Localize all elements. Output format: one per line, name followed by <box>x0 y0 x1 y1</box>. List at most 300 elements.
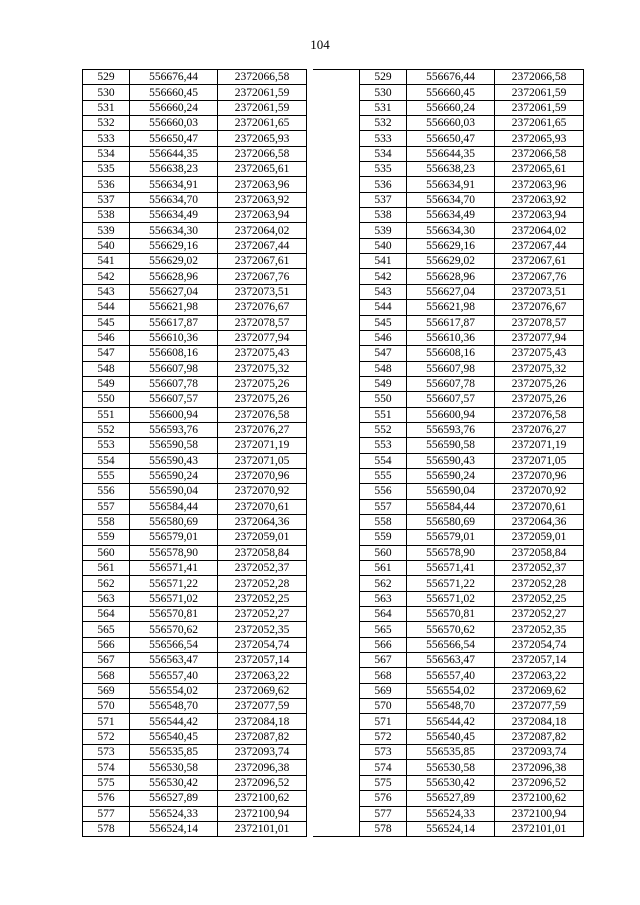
x-coordinate-cell: 556660,03 <box>407 116 495 131</box>
y-coordinate-cell: 2372063,22 <box>495 668 584 683</box>
table-row <box>360 438 584 453</box>
table-row <box>83 162 307 177</box>
point-number-cell: 560 <box>360 545 407 560</box>
y-coordinate-cell: 2372066,58 <box>495 70 584 85</box>
x-coordinate-cell: 556544,42 <box>130 714 218 729</box>
point-number-cell: 552 <box>360 422 407 437</box>
point-number-cell: 549 <box>83 376 130 391</box>
point-number-cell: 543 <box>360 284 407 299</box>
table-row <box>360 561 584 576</box>
point-number-cell: 569 <box>83 683 130 698</box>
table-row <box>83 699 307 714</box>
point-number-cell: 556 <box>360 484 407 499</box>
point-number-cell: 546 <box>360 330 407 345</box>
point-number-cell: 548 <box>83 361 130 376</box>
point-number-cell: 551 <box>360 407 407 422</box>
table-row <box>360 422 584 437</box>
y-coordinate-cell: 2372069,62 <box>218 683 307 698</box>
point-number-cell: 576 <box>83 791 130 806</box>
point-number-cell: 573 <box>83 745 130 760</box>
table-row <box>360 484 584 499</box>
coordinates-table-right <box>359 69 584 837</box>
x-coordinate-cell: 556584,44 <box>407 499 495 514</box>
point-number-cell: 536 <box>83 177 130 192</box>
y-coordinate-cell: 2372061,65 <box>218 116 307 131</box>
point-number-cell: 553 <box>360 438 407 453</box>
table-row <box>360 530 584 545</box>
x-coordinate-cell: 556535,85 <box>407 745 495 760</box>
y-coordinate-cell: 2372087,82 <box>218 729 307 744</box>
point-number-cell: 560 <box>83 545 130 560</box>
y-coordinate-cell: 2372066,58 <box>495 146 584 161</box>
x-coordinate-cell: 556617,87 <box>407 315 495 330</box>
y-coordinate-cell: 2372052,27 <box>218 607 307 622</box>
table-row <box>83 315 307 330</box>
x-coordinate-cell: 556571,02 <box>130 591 218 606</box>
y-coordinate-cell: 2372065,93 <box>218 131 307 146</box>
x-coordinate-cell: 556634,70 <box>130 192 218 207</box>
y-coordinate-cell: 2372066,58 <box>218 70 307 85</box>
point-number-cell: 570 <box>360 699 407 714</box>
table-row <box>360 729 584 744</box>
y-coordinate-cell: 2372100,94 <box>495 806 584 821</box>
point-number-cell: 565 <box>360 622 407 637</box>
table-row <box>83 607 307 622</box>
x-coordinate-cell: 556607,57 <box>130 392 218 407</box>
y-coordinate-cell: 2372073,51 <box>495 284 584 299</box>
table-row <box>83 269 307 284</box>
table-row <box>360 775 584 790</box>
y-coordinate-cell: 2372063,96 <box>495 177 584 192</box>
x-coordinate-cell: 556617,87 <box>130 315 218 330</box>
table-row <box>83 545 307 560</box>
table-row <box>83 177 307 192</box>
point-number-cell: 563 <box>83 591 130 606</box>
y-coordinate-cell: 2372061,65 <box>495 116 584 131</box>
x-coordinate-cell: 556621,98 <box>407 300 495 315</box>
point-number-cell: 531 <box>360 100 407 115</box>
y-coordinate-cell: 2372075,26 <box>218 392 307 407</box>
y-coordinate-cell: 2372075,43 <box>218 346 307 361</box>
point-number-cell: 537 <box>360 192 407 207</box>
point-number-cell: 530 <box>83 85 130 100</box>
y-coordinate-cell: 2372075,43 <box>495 346 584 361</box>
table-row <box>360 254 584 269</box>
x-coordinate-cell: 556607,78 <box>130 376 218 391</box>
point-number-cell: 532 <box>83 116 130 131</box>
x-coordinate-cell: 556660,03 <box>130 116 218 131</box>
y-coordinate-cell: 2372071,05 <box>495 453 584 468</box>
table-row <box>360 177 584 192</box>
point-number-cell: 559 <box>360 530 407 545</box>
point-number-cell: 539 <box>83 223 130 238</box>
table-row <box>83 300 307 315</box>
x-coordinate-cell: 556600,94 <box>407 407 495 422</box>
y-coordinate-cell: 2372054,74 <box>495 637 584 652</box>
x-coordinate-cell: 556530,58 <box>407 760 495 775</box>
table-row <box>360 392 584 407</box>
x-coordinate-cell: 556535,85 <box>130 745 218 760</box>
x-coordinate-cell: 556557,40 <box>407 668 495 683</box>
table-row <box>83 116 307 131</box>
point-number-cell: 556 <box>83 484 130 499</box>
point-number-cell: 558 <box>360 514 407 529</box>
x-coordinate-cell: 556524,14 <box>130 821 218 836</box>
y-coordinate-cell: 2372052,25 <box>218 591 307 606</box>
x-coordinate-cell: 556570,62 <box>130 622 218 637</box>
y-coordinate-cell: 2372077,59 <box>218 699 307 714</box>
x-coordinate-cell: 556628,96 <box>407 269 495 284</box>
point-number-cell: 551 <box>83 407 130 422</box>
table-row <box>360 208 584 223</box>
y-coordinate-cell: 2372070,61 <box>495 499 584 514</box>
x-coordinate-cell: 556570,81 <box>130 607 218 622</box>
y-coordinate-cell: 2372096,38 <box>218 760 307 775</box>
x-coordinate-cell: 556540,45 <box>130 729 218 744</box>
x-coordinate-cell: 556590,04 <box>407 484 495 499</box>
y-coordinate-cell: 2372057,14 <box>495 653 584 668</box>
point-number-cell: 575 <box>83 775 130 790</box>
x-coordinate-cell: 556634,49 <box>130 208 218 223</box>
table-row <box>83 468 307 483</box>
x-coordinate-cell: 556610,36 <box>130 330 218 345</box>
x-coordinate-cell: 556584,44 <box>130 499 218 514</box>
x-coordinate-cell: 556593,76 <box>130 422 218 437</box>
y-coordinate-cell: 2372063,92 <box>218 192 307 207</box>
table-row <box>83 637 307 652</box>
table-row <box>360 192 584 207</box>
x-coordinate-cell: 556579,01 <box>130 530 218 545</box>
table-row <box>360 146 584 161</box>
x-coordinate-cell: 556608,16 <box>130 346 218 361</box>
y-coordinate-cell: 2372064,02 <box>218 223 307 238</box>
y-coordinate-cell: 2372052,27 <box>495 607 584 622</box>
y-coordinate-cell: 2372070,92 <box>218 484 307 499</box>
table-row <box>83 254 307 269</box>
table-row <box>360 346 584 361</box>
x-coordinate-cell: 556607,98 <box>407 361 495 376</box>
point-number-cell: 578 <box>360 821 407 836</box>
point-number-cell: 570 <box>83 699 130 714</box>
y-coordinate-cell: 2372058,84 <box>218 545 307 560</box>
point-number-cell: 578 <box>83 821 130 836</box>
x-coordinate-cell: 556644,35 <box>130 146 218 161</box>
table-row <box>360 70 584 85</box>
x-coordinate-cell: 556660,24 <box>407 100 495 115</box>
x-coordinate-cell: 556660,24 <box>130 100 218 115</box>
y-coordinate-cell: 2372096,52 <box>218 775 307 790</box>
y-coordinate-cell: 2372100,62 <box>218 791 307 806</box>
table-row <box>83 192 307 207</box>
table-row <box>83 346 307 361</box>
y-coordinate-cell: 2372075,32 <box>495 361 584 376</box>
point-number-cell: 550 <box>83 392 130 407</box>
x-coordinate-cell: 556607,98 <box>130 361 218 376</box>
table-row <box>83 561 307 576</box>
x-coordinate-cell: 556607,78 <box>407 376 495 391</box>
point-number-cell: 562 <box>360 576 407 591</box>
y-coordinate-cell: 2372063,92 <box>495 192 584 207</box>
point-number-cell: 577 <box>360 806 407 821</box>
x-coordinate-cell: 556660,45 <box>407 85 495 100</box>
x-coordinate-cell: 556607,57 <box>407 392 495 407</box>
table-row <box>360 514 584 529</box>
table-row <box>83 714 307 729</box>
point-number-cell: 536 <box>360 177 407 192</box>
x-coordinate-cell: 556580,69 <box>407 514 495 529</box>
y-coordinate-cell: 2372065,61 <box>218 162 307 177</box>
y-coordinate-cell: 2372071,19 <box>218 438 307 453</box>
table-row <box>360 284 584 299</box>
table-row <box>360 622 584 637</box>
point-number-cell: 561 <box>360 561 407 576</box>
point-number-cell: 562 <box>83 576 130 591</box>
x-coordinate-cell: 556524,33 <box>407 806 495 821</box>
point-number-cell: 555 <box>83 468 130 483</box>
y-coordinate-cell: 2372084,18 <box>218 714 307 729</box>
x-coordinate-cell: 556638,23 <box>130 162 218 177</box>
table-row <box>360 223 584 238</box>
table-row <box>83 499 307 514</box>
y-coordinate-cell: 2372067,61 <box>495 254 584 269</box>
point-number-cell: 564 <box>360 607 407 622</box>
table-row <box>83 70 307 85</box>
point-number-cell: 548 <box>360 361 407 376</box>
point-number-cell: 542 <box>83 269 130 284</box>
table-row <box>83 85 307 100</box>
x-coordinate-cell: 556629,02 <box>407 254 495 269</box>
table-row <box>83 653 307 668</box>
x-coordinate-cell: 556527,89 <box>407 791 495 806</box>
table-row <box>360 269 584 284</box>
x-coordinate-cell: 556563,47 <box>130 653 218 668</box>
point-number-cell: 563 <box>360 591 407 606</box>
table-row <box>83 238 307 253</box>
table-row <box>83 806 307 821</box>
y-coordinate-cell: 2372067,76 <box>218 269 307 284</box>
x-coordinate-cell: 556590,43 <box>130 453 218 468</box>
table-row <box>360 653 584 668</box>
x-coordinate-cell: 556578,90 <box>407 545 495 560</box>
x-coordinate-cell: 556557,40 <box>130 668 218 683</box>
x-coordinate-cell: 556530,42 <box>407 775 495 790</box>
table-row <box>83 438 307 453</box>
y-coordinate-cell: 2372075,26 <box>495 376 584 391</box>
point-number-cell: 537 <box>83 192 130 207</box>
point-number-cell: 540 <box>360 238 407 253</box>
y-coordinate-cell: 2372078,57 <box>495 315 584 330</box>
table-row <box>83 484 307 499</box>
x-coordinate-cell: 556571,41 <box>130 561 218 576</box>
point-number-cell: 542 <box>360 269 407 284</box>
table-row <box>360 791 584 806</box>
table-row <box>83 422 307 437</box>
x-coordinate-cell: 556566,54 <box>407 637 495 652</box>
table-row <box>360 100 584 115</box>
y-coordinate-cell: 2372057,14 <box>218 653 307 668</box>
y-coordinate-cell: 2372096,52 <box>495 775 584 790</box>
x-coordinate-cell: 556571,02 <box>407 591 495 606</box>
table-row <box>360 407 584 422</box>
y-coordinate-cell: 2372063,22 <box>218 668 307 683</box>
table-row <box>83 330 307 345</box>
table-row <box>360 714 584 729</box>
y-coordinate-cell: 2372077,59 <box>495 699 584 714</box>
point-number-cell: 575 <box>360 775 407 790</box>
x-coordinate-cell: 556610,36 <box>407 330 495 345</box>
table-row <box>360 637 584 652</box>
y-coordinate-cell: 2372064,02 <box>495 223 584 238</box>
point-number-cell: 573 <box>360 745 407 760</box>
table-row <box>83 146 307 161</box>
x-coordinate-cell: 556571,22 <box>130 576 218 591</box>
table-row <box>83 683 307 698</box>
x-coordinate-cell: 556590,24 <box>130 468 218 483</box>
point-number-cell: 552 <box>83 422 130 437</box>
x-coordinate-cell: 556676,44 <box>130 70 218 85</box>
point-number-cell: 576 <box>360 791 407 806</box>
table-row <box>360 668 584 683</box>
point-number-cell: 557 <box>360 499 407 514</box>
x-coordinate-cell: 556627,04 <box>407 284 495 299</box>
table-row <box>360 116 584 131</box>
point-number-cell: 566 <box>83 637 130 652</box>
x-coordinate-cell: 556571,41 <box>407 561 495 576</box>
y-coordinate-cell: 2372076,58 <box>495 407 584 422</box>
table-row <box>360 699 584 714</box>
point-number-cell: 569 <box>360 683 407 698</box>
x-coordinate-cell: 556530,58 <box>130 760 218 775</box>
y-coordinate-cell: 2372052,37 <box>218 561 307 576</box>
x-coordinate-cell: 556540,45 <box>407 729 495 744</box>
coordinates-table-left <box>82 69 307 837</box>
table-row <box>360 300 584 315</box>
y-coordinate-cell: 2372070,96 <box>218 468 307 483</box>
point-number-cell: 533 <box>360 131 407 146</box>
y-coordinate-cell: 2372087,82 <box>495 729 584 744</box>
y-coordinate-cell: 2372076,67 <box>495 300 584 315</box>
table-row <box>83 668 307 683</box>
y-coordinate-cell: 2372066,58 <box>218 146 307 161</box>
y-coordinate-cell: 2372071,05 <box>218 453 307 468</box>
x-coordinate-cell: 556580,69 <box>130 514 218 529</box>
x-coordinate-cell: 556634,70 <box>407 192 495 207</box>
x-coordinate-cell: 556621,98 <box>130 300 218 315</box>
x-coordinate-cell: 556593,76 <box>407 422 495 437</box>
point-number-cell: 533 <box>83 131 130 146</box>
table-spacer <box>313 69 359 837</box>
table-row <box>83 530 307 545</box>
x-coordinate-cell: 556524,33 <box>130 806 218 821</box>
table-row <box>83 514 307 529</box>
table-row <box>360 361 584 376</box>
x-coordinate-cell: 556554,02 <box>407 683 495 698</box>
x-coordinate-cell: 556634,91 <box>130 177 218 192</box>
y-coordinate-cell: 2372052,37 <box>495 561 584 576</box>
point-number-cell: 535 <box>83 162 130 177</box>
x-coordinate-cell: 556629,16 <box>130 238 218 253</box>
y-coordinate-cell: 2372067,61 <box>218 254 307 269</box>
y-coordinate-cell: 2372061,59 <box>218 100 307 115</box>
point-number-cell: 544 <box>83 300 130 315</box>
y-coordinate-cell: 2372061,59 <box>218 85 307 100</box>
table-row <box>360 131 584 146</box>
y-coordinate-cell: 2372093,74 <box>495 745 584 760</box>
point-number-cell: 557 <box>83 499 130 514</box>
y-coordinate-cell: 2372073,51 <box>218 284 307 299</box>
x-coordinate-cell: 556650,47 <box>130 131 218 146</box>
point-number-cell: 561 <box>83 561 130 576</box>
table-row <box>83 622 307 637</box>
point-number-cell: 566 <box>360 637 407 652</box>
x-coordinate-cell: 556650,47 <box>407 131 495 146</box>
x-coordinate-cell: 556548,70 <box>407 699 495 714</box>
x-coordinate-cell: 556644,35 <box>407 146 495 161</box>
y-coordinate-cell: 2372100,62 <box>495 791 584 806</box>
y-coordinate-cell: 2372075,32 <box>218 361 307 376</box>
point-number-cell: 538 <box>360 208 407 223</box>
table-row <box>360 376 584 391</box>
x-coordinate-cell: 556676,44 <box>407 70 495 85</box>
y-coordinate-cell: 2372064,36 <box>218 514 307 529</box>
y-coordinate-cell: 2372076,27 <box>495 422 584 437</box>
table-row <box>360 591 584 606</box>
point-number-cell: 538 <box>83 208 130 223</box>
y-coordinate-cell: 2372061,59 <box>495 100 584 115</box>
y-coordinate-cell: 2372063,94 <box>218 208 307 223</box>
x-coordinate-cell: 556634,30 <box>407 223 495 238</box>
table-row <box>83 576 307 591</box>
y-coordinate-cell: 2372064,36 <box>495 514 584 529</box>
table-row <box>83 775 307 790</box>
point-number-cell: 565 <box>83 622 130 637</box>
y-coordinate-cell: 2372070,92 <box>495 484 584 499</box>
x-coordinate-cell: 556660,45 <box>130 85 218 100</box>
point-number-cell: 540 <box>83 238 130 253</box>
x-coordinate-cell: 556634,30 <box>130 223 218 238</box>
y-coordinate-cell: 2372061,59 <box>495 85 584 100</box>
x-coordinate-cell: 556590,04 <box>130 484 218 499</box>
table-row <box>83 376 307 391</box>
table-row <box>83 223 307 238</box>
y-coordinate-cell: 2372054,74 <box>218 637 307 652</box>
table-row <box>83 729 307 744</box>
y-coordinate-cell: 2372065,61 <box>495 162 584 177</box>
y-coordinate-cell: 2372067,44 <box>218 238 307 253</box>
point-number-cell: 574 <box>360 760 407 775</box>
point-number-cell: 568 <box>360 668 407 683</box>
table-row <box>360 162 584 177</box>
y-coordinate-cell: 2372052,35 <box>218 622 307 637</box>
point-number-cell: 574 <box>83 760 130 775</box>
point-number-cell: 532 <box>360 116 407 131</box>
x-coordinate-cell: 556628,96 <box>130 269 218 284</box>
point-number-cell: 571 <box>83 714 130 729</box>
point-number-cell: 577 <box>83 806 130 821</box>
y-coordinate-cell: 2372069,62 <box>495 683 584 698</box>
y-coordinate-cell: 2372070,61 <box>218 499 307 514</box>
y-coordinate-cell: 2372100,94 <box>218 806 307 821</box>
y-coordinate-cell: 2372067,44 <box>495 238 584 253</box>
x-coordinate-cell: 556579,01 <box>407 530 495 545</box>
table-row <box>360 545 584 560</box>
x-coordinate-cell: 556563,47 <box>407 653 495 668</box>
table-row <box>360 85 584 100</box>
point-number-cell: 534 <box>360 146 407 161</box>
y-coordinate-cell: 2372078,57 <box>218 315 307 330</box>
x-coordinate-cell: 556548,70 <box>130 699 218 714</box>
table-row <box>83 821 307 836</box>
